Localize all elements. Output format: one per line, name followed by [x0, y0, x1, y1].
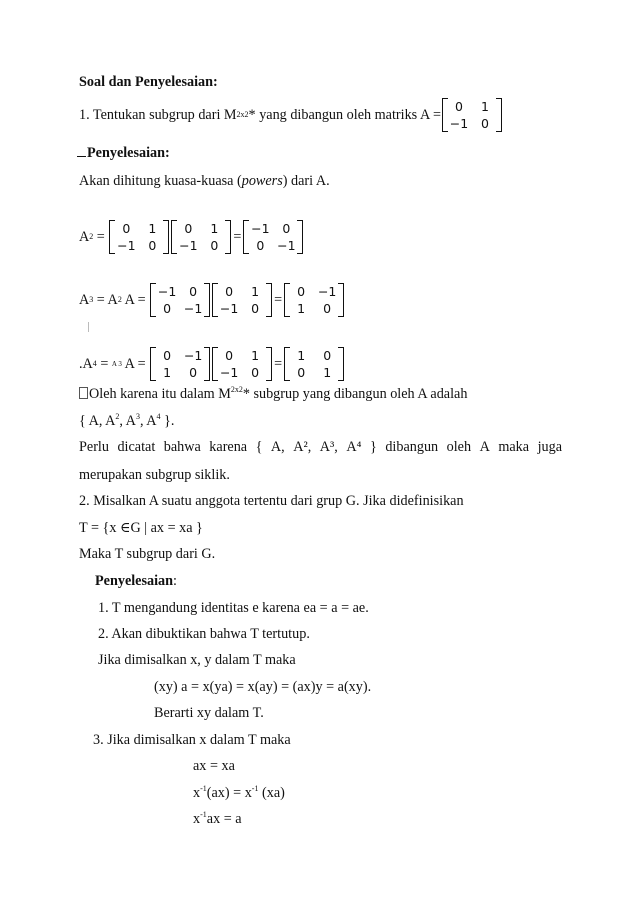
closure-equation: (xy) a = x(ya) = x(ay) = (ax)y = a(xy).	[154, 679, 372, 695]
a3-matrix-1: −1 0 0 −1	[150, 283, 210, 317]
inverse-eq-1: ax = xa	[193, 758, 235, 774]
a2-matrix-1: 0 1 −1 0	[109, 220, 169, 254]
set-line: { A, $A^2$, $A^3$, $A^4$ }.	[79, 412, 175, 429]
t-definition: T = {x ∈G | ax = xa }	[79, 520, 203, 536]
matrix-a: 0 1 −1 0	[442, 98, 502, 132]
a3-matrix-2: 0 1 −1 0	[212, 283, 272, 317]
inverse-eq-3: $x^{-1}ax = a$	[193, 810, 242, 827]
underscore-mark	[77, 156, 86, 157]
a2-result: −1 0 0 −1	[243, 220, 303, 254]
jika-line-1: Jika dimisalkan x, y dalam T maka	[98, 652, 296, 668]
maka-t-line: Maka T subgrup dari G.	[79, 546, 216, 562]
inverse-eq-2: $x^{-1}(ax) = x^{-1}$ (xa)	[193, 784, 285, 801]
a4-matrix-2: 0 1 −1 0	[212, 347, 272, 381]
heading: Soal dan Penyelesaian:	[79, 74, 218, 90]
step-3: 3. Jika dimisalkan x dalam T maka	[93, 732, 291, 748]
a4-result: 1 0 0 1	[284, 347, 344, 381]
solution-1-label: Penyelesaian:	[77, 144, 170, 162]
question-1: 1. Tentukan subgrup dari M 2x2 * yang dibangun oleh matriks A = 0 1 −1 0	[79, 95, 503, 135]
a4-equation: .A 4 = A 3 A = 0 −1 1 0 0 1 −1 0 = 1 0 0 1	[79, 344, 345, 384]
q1-text2: * yang dibangun oleh matriks A =	[248, 106, 441, 123]
perlu-line: Perlu dicatat bahwa karena { A, A², A³, A⁴ } dibangun oleh A maka juga	[79, 439, 562, 455]
a2-equation: A 2 = 0 1 −1 0 0 1 −1 0 = −1 0 0 −1	[79, 217, 304, 257]
a3-equation: A 3 = A 2 A = −1 0 0 −1 0 1 −1 0 = 0 −1 1 0	[79, 280, 345, 320]
text-cursor-mark	[88, 322, 89, 332]
a3-result: 0 −1 1 0	[284, 283, 344, 317]
question-2: 2. Misalkan A suatu anggota tertentu dari grup G. Jika didefinisikan	[79, 493, 464, 509]
intro-line: Akan dihitung kuasa-kuasa (powers) dari A.	[79, 173, 330, 189]
perlu-line-2: merupakan subgrup siklik.	[79, 467, 230, 483]
q1-text: 1. Tentukan subgrup dari M	[79, 106, 237, 123]
placeholder-box-icon	[79, 387, 88, 399]
oleh-line: Oleh karena itu dalam $M^{2x2}*$ subgrup yang dibangun oleh A adalah	[79, 385, 467, 403]
step-1: 1. T mengandung identitas e karena ea = a = ae.	[98, 600, 369, 616]
berarti-line: Berarti xy dalam T.	[154, 705, 264, 721]
step-2: 2. Akan dibuktikan bahwa T tertutup.	[98, 626, 310, 642]
solution-2-label: Penyelesaian:	[95, 573, 177, 589]
a2-matrix-2: 0 1 −1 0	[171, 220, 231, 254]
a4-matrix-1: 0 −1 1 0	[150, 347, 210, 381]
